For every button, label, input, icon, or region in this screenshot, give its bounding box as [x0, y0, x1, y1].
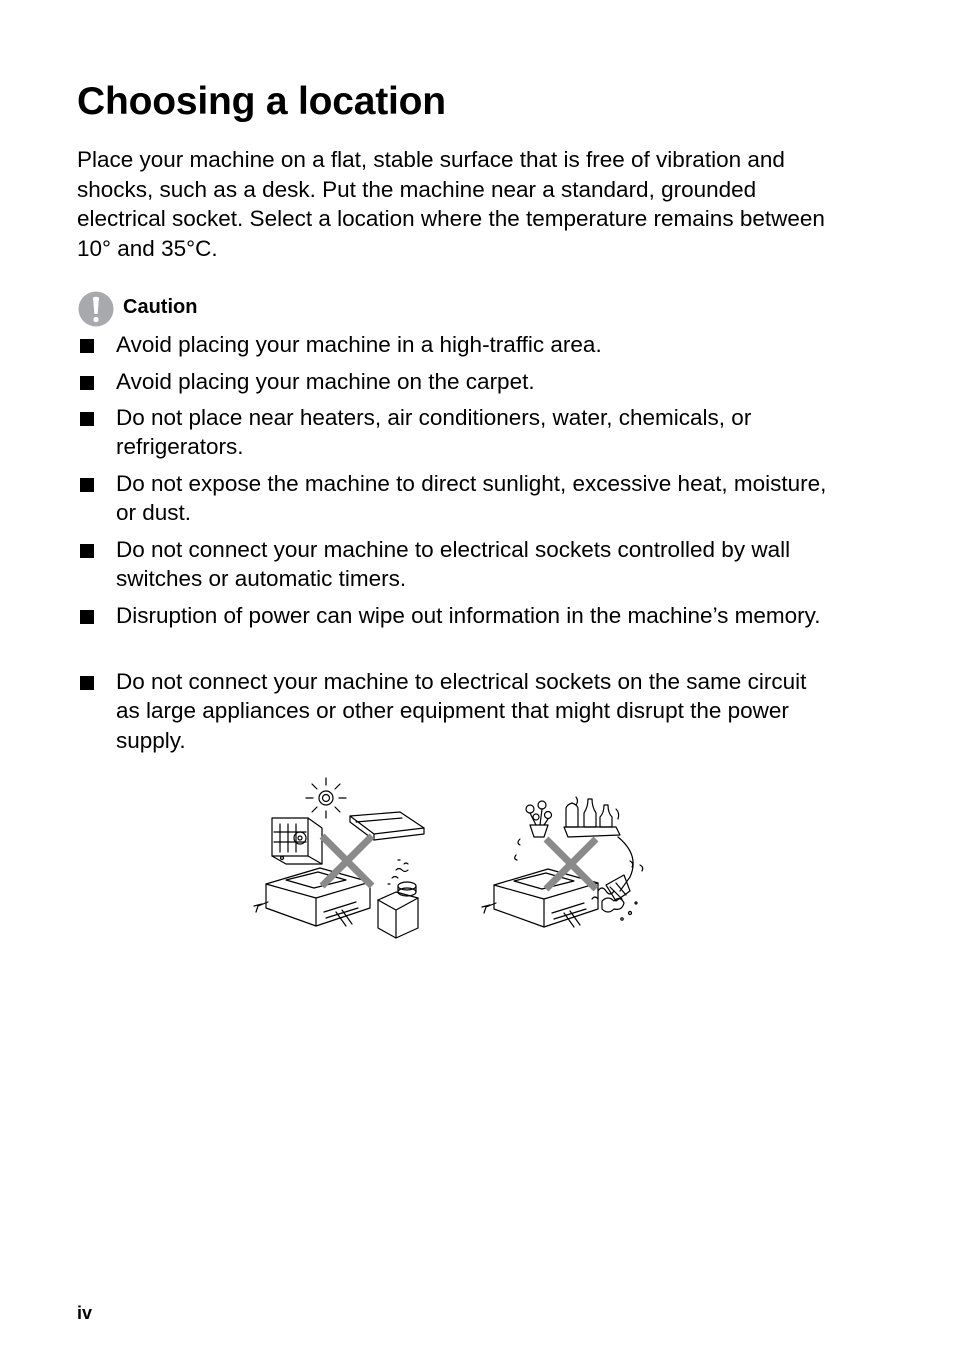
chemical-bottle-icon: [378, 860, 418, 938]
air-conditioner-icon: [350, 812, 424, 840]
broom-icon: [592, 837, 643, 901]
page-number: iv: [77, 1303, 93, 1323]
caution-item-text: Avoid placing your machine on the carpet.: [116, 369, 535, 394]
intro-paragraph: Place your machine on a flat, stable surface that is free of vibration and shocks, such as a desk. Put the machine near a standard, grounded electrical socket. Select a location where the temperature remains between 10° and 35°C.: [77, 147, 825, 262]
sun-icon: [306, 778, 346, 818]
caution-label: Caution: [123, 296, 198, 318]
printer-icon: [254, 868, 370, 926]
caution-item-text: Do not expose the machine to direct sunlight, excessive heat, moisture, or dust.: [116, 471, 827, 526]
placement-hazards-illustration: [252, 772, 432, 940]
caution-item-text: Do not place near heaters, air conditioners, water, chemicals, or refrigerators.: [116, 405, 752, 460]
square-bullet-icon: [80, 676, 94, 690]
square-bullet-icon: [80, 412, 94, 426]
dust-cloud-icon: [602, 898, 637, 920]
bottles-icon: [564, 797, 620, 837]
square-bullet-icon: [80, 478, 94, 492]
caution-item-text: Avoid placing your machine in a high-traffic area.: [116, 332, 602, 357]
caution-item-text: Disruption of power can wipe out information in the machine’s memory.: [116, 603, 821, 628]
flower-vase-icon: [515, 801, 552, 860]
caution-item-text: Do not connect your machine to electrical sockets on the same circuit as large appliances or other equipment that might disrupt the power supply.: [116, 669, 807, 753]
moisture-dust-illustration: [480, 795, 650, 941]
square-bullet-icon: [80, 376, 94, 390]
page-title: Choosing a location: [77, 80, 446, 123]
caution-item-text: Do not connect your machine to electrical sockets controlled by wall switches or automatic timers.: [116, 537, 791, 592]
exclamation-circle-icon: [78, 291, 114, 327]
square-bullet-icon: [80, 544, 94, 558]
cross-icon: [322, 836, 372, 886]
square-bullet-icon: [80, 610, 94, 624]
square-bullet-icon: [80, 339, 94, 353]
heater-icon: [272, 818, 322, 864]
